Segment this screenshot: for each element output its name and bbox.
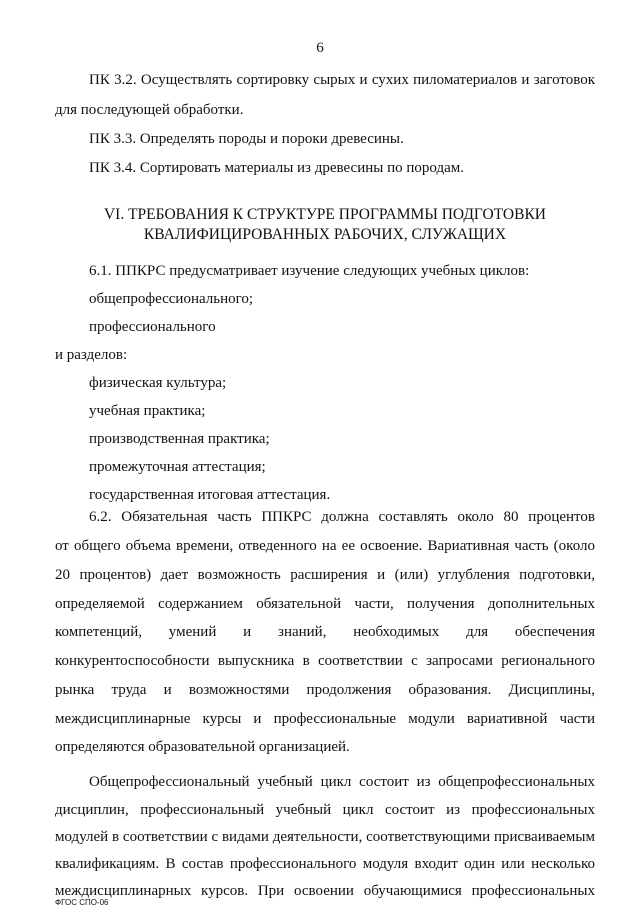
pk-3-4: ПК 3.4. Сортировать материалы из древесины по породам.	[89, 160, 464, 176]
clause-6-2-line-last: определяются образовательной организацией.	[55, 739, 350, 755]
clause-6-2-line: определяемой содержанием обязательной части, получения дополнительных	[55, 596, 595, 612]
clause-6-2-line: рынка труда и возможностями продолжения образования. Дисциплины,	[55, 682, 595, 698]
section-heading-line-1: VI. ТРЕБОВАНИЯ К СТРУКТУРЕ ПРОГРАММЫ ПОДГОТОВКИ	[103, 206, 546, 223]
clause-6-2-line: 20 процентов) дает возможность расширения и (или) углубления подготовки,	[55, 567, 595, 583]
section-item: государственная итоговая аттестация.	[89, 487, 331, 503]
clause-6-2-line: от общего объема времени, отведенного на ее освоение. Вариативная часть (около	[55, 538, 595, 554]
pk-3-3: ПК 3.3. Определять породы и пороки древесины.	[89, 131, 404, 147]
general-paragraph-line: квалификациям. В состав профессионального модуля входит один или несколько	[55, 856, 595, 872]
clause-6-2-line: междисциплинарные курсы и профессиональные модули вариативной части	[55, 711, 595, 727]
general-paragraph-line: междисциплинарных курсов. При освоении обучающимися профессиональных	[55, 883, 595, 899]
pk-3-2-line-1: ПК 3.2. Осуществлять сортировку сырых и сухих пиломатериалов и заготовок	[89, 72, 595, 88]
footer-label: ФГОС СПО-06	[55, 898, 109, 907]
general-paragraph-line: модулей в соответствии с видами деятельности, соответствующими присваиваемым	[55, 829, 595, 845]
section-item: физическая культура;	[89, 375, 227, 391]
general-paragraph-line: Общепрофессиональный учебный цикл состоит из общепрофессиональных	[89, 774, 595, 790]
section-item: производственная практика;	[89, 431, 270, 447]
page-number: 6	[316, 40, 324, 56]
section-item: промежуточная аттестация;	[89, 459, 266, 475]
cycle-item: общепрофессионального;	[89, 291, 254, 307]
clause-6-2-line: конкурентоспособности выпускника в соответствии с запросами регионального	[55, 653, 595, 669]
pk-3-2-line-2: для последующей обработки.	[55, 102, 244, 118]
clause-6-1-intro: 6.1. ППКРС предусматривает изучение следующих учебных циклов:	[89, 263, 530, 279]
clause-6-2-line: 6.2. Обязательная часть ППКРС должна составлять около 80 процентов	[89, 509, 595, 525]
clause-6-2-line: компетенций, умений и знаний, необходимых для обеспечения	[55, 624, 595, 640]
section-item: учебная практика;	[89, 403, 206, 419]
general-paragraph-line: дисциплин, профессиональный учебный цикл состоит из профессиональных	[55, 802, 595, 818]
sections-intro: и разделов:	[55, 347, 128, 363]
section-heading-line-2: КВАЛИФИЦИРОВАННЫХ РАБОЧИХ, СЛУЖАЩИХ	[143, 226, 507, 243]
cycle-item: профессионального	[89, 319, 216, 335]
